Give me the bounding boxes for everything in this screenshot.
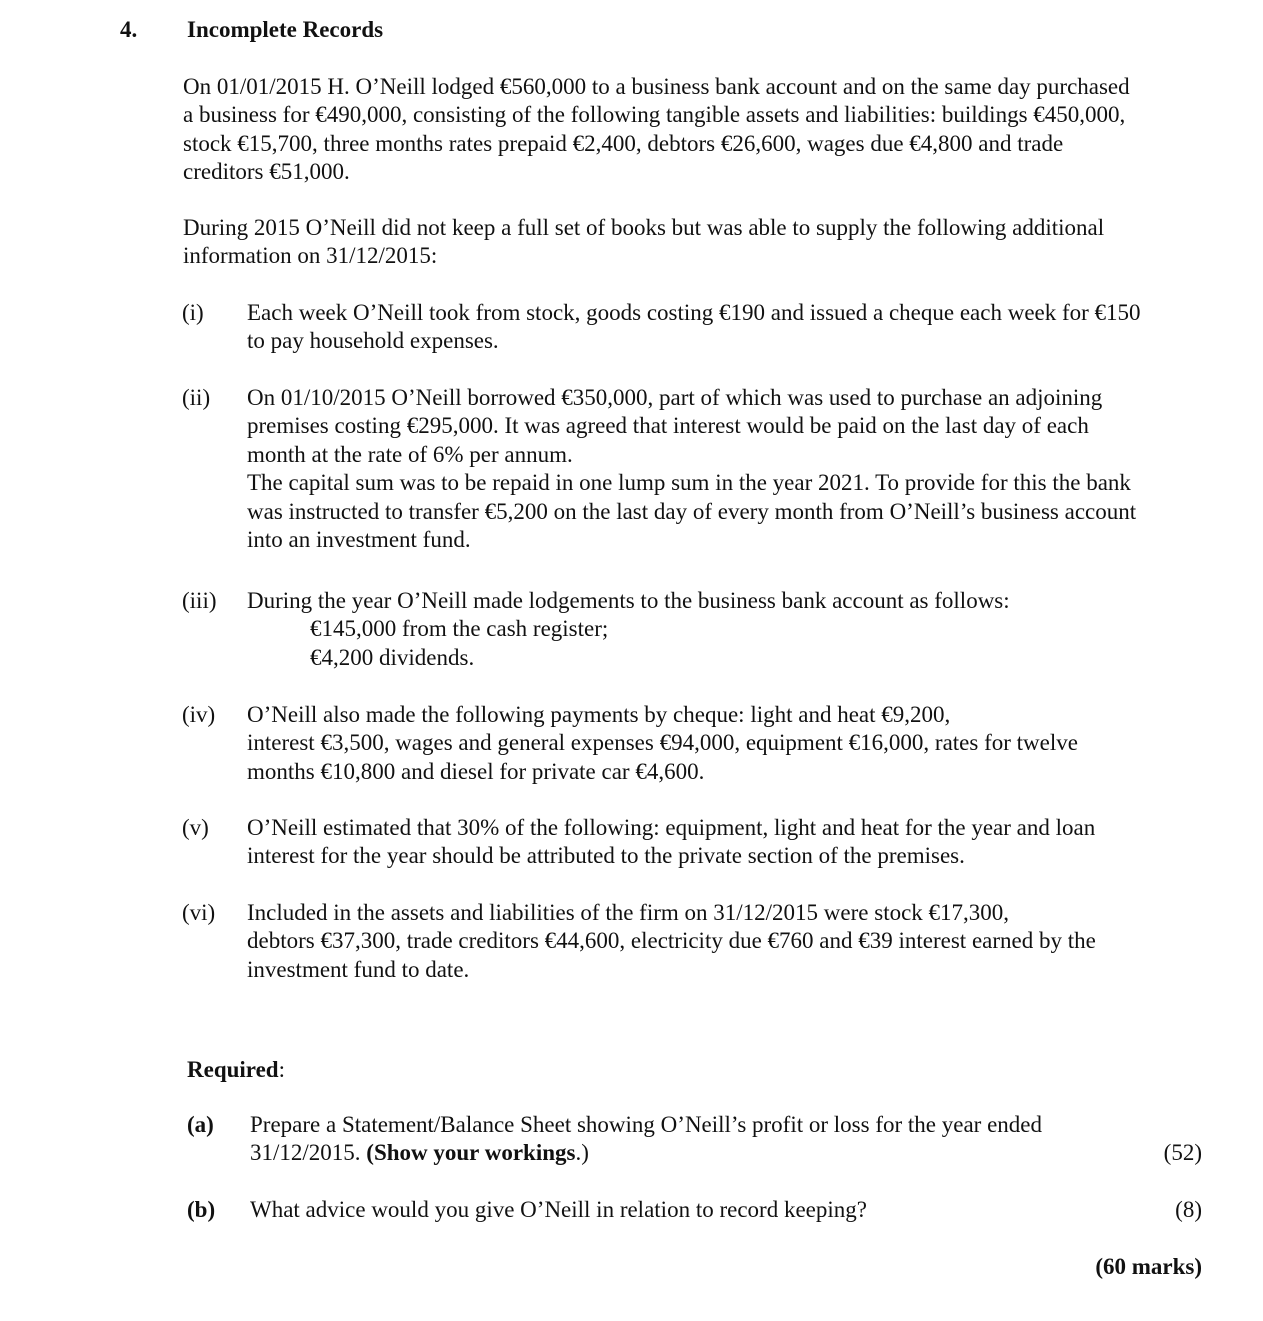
part-a-date: 31/12/2015. (250, 1140, 367, 1166)
intro-line: a business for €490,000, consisting of the following tangible assets and liabilities: buildings €450,000, (183, 102, 1126, 128)
part-a-line-1: Prepare a Statement/Balance Sheet showing O’Neill’s profit or loss for the year ended (250, 1112, 1042, 1137)
item-label-iii: (iii) (182, 588, 217, 613)
required-heading (187, 1056, 285, 1084)
item-line: investment fund to date. (247, 956, 470, 982)
item-line: interest for the year should be attributed to the private section of the premises. (247, 843, 965, 869)
item-text-vi (247, 899, 1227, 984)
item-line: On 01/10/2015 O’Neill borrowed €350,000, part of which was used to purchase an adjoining (247, 385, 1103, 410)
item-line: debtors €37,300, trade creditors €44,600, electricity due €760 and €39 interest earned by the (247, 928, 1096, 954)
info-line: information on 31/12/2015: (183, 243, 438, 269)
part-a-tail: .) (575, 1140, 589, 1166)
item-text-v (247, 814, 1227, 871)
required-colon: : (278, 1057, 285, 1082)
item-line: During the year O’Neill made lodgements to the business bank account as follows: (247, 588, 1010, 613)
item-line: Included in the assets and liabilities of the firm on 31/12/2015 were stock €17,300, (247, 900, 1010, 925)
item-label-v: (v) (182, 815, 209, 840)
item-line: O’Neill also made the following payments by cheque: light and heat €9,200, (247, 702, 951, 727)
item-text-i (247, 299, 1227, 356)
item-line: months €10,800 and diesel for private car €4,600. (247, 758, 705, 784)
item-line: premises costing €295,000. It was agreed that interest would be paid on the last day of each (247, 413, 1089, 439)
item-sub-line: €4,200 dividends. (310, 644, 475, 670)
item-text-ii (247, 384, 1227, 554)
item-line: was instructed to transfer €5,200 on the last day of every month from O’Neill’s business account (247, 498, 1137, 524)
info-line: During 2015 O’Neill did not keep a full set of books but was able to supply the following additional (183, 215, 1105, 240)
part-a-letter: (a) (187, 1112, 214, 1137)
part-b-text: What advice would you give O’Neill in relation to record keeping? (250, 1197, 867, 1222)
part-a-marks: (52) (1163, 1140, 1202, 1165)
part-a-text (250, 1111, 1042, 1168)
item-label-i: (i) (182, 300, 204, 325)
question-title: Incomplete Records (187, 17, 384, 42)
item-line: The capital sum was to be repaid in one lump sum in the year 2021. To provide for this the bank (247, 470, 1131, 496)
item-line: to pay household expenses. (247, 328, 499, 354)
item-label-vi: (vi) (182, 900, 216, 925)
total-marks: (60 marks) (1095, 1254, 1202, 1279)
item-label-ii: (ii) (182, 385, 211, 410)
item-text-iv (247, 701, 1227, 786)
required-label: Required (187, 1057, 279, 1082)
item-line: O’Neill estimated that 30% of the following: equipment, light and heat for the year and loan (247, 815, 1096, 840)
item-line: month at the rate of 6% per annum. (247, 441, 573, 467)
item-sub-line: €145,000 from the cash register; (310, 616, 609, 642)
part-b-marks: (8) (1175, 1197, 1202, 1222)
item-line: Each week O’Neill took from stock, goods costing €190 and issued a cheque each week for €150 (247, 300, 1141, 325)
intro-line: stock €15,700, three months rates prepaid €2,400, debtors €26,600, wages due €4,800 and trade (183, 130, 1064, 156)
intro-line: creditors €51,000. (183, 159, 350, 185)
intro-line: On 01/01/2015 H. O’Neill lodged €560,000 to a business bank account and on the same day purchased (183, 74, 1130, 99)
question-number: 4. (120, 17, 138, 42)
item-line: interest €3,500, wages and general expenses €94,000, equipment €16,000, rates for twelve (247, 730, 1078, 756)
info-paragraph (183, 214, 1223, 271)
part-a-workings: (Show your workings (366, 1140, 576, 1166)
intro-paragraph (183, 73, 1223, 187)
part-a-line-2 (250, 1139, 1042, 1167)
part-b-letter: (b) (187, 1197, 216, 1222)
item-label-iv: (iv) (182, 702, 216, 727)
item-line: into an investment fund. (247, 527, 471, 553)
item-text-iii (247, 587, 1227, 672)
